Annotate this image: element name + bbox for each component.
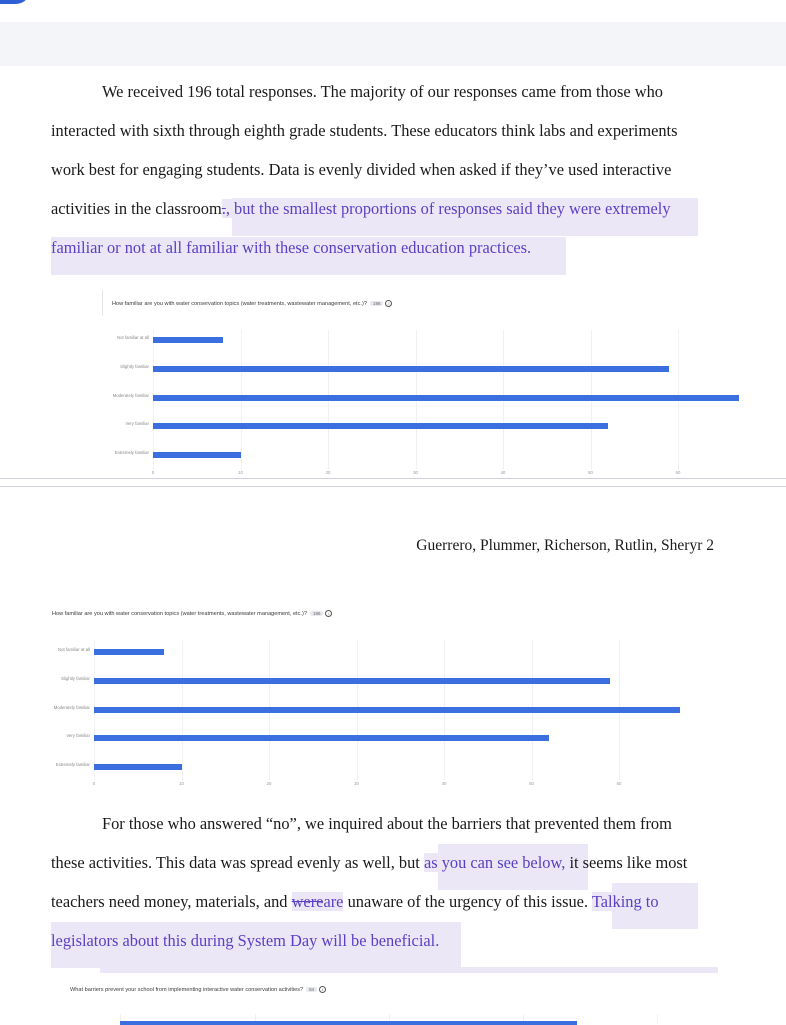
page-header: Guerrero, Plummer, Richerson, Rutlin, Sheryr 2 <box>416 537 714 554</box>
x-tick-label: 20 <box>325 470 331 475</box>
suggested-insertion[interactable]: as you can see below, <box>423 853 566 872</box>
x-tick-label: 60 <box>616 781 622 786</box>
text-line <box>51 921 721 960</box>
plain-text: it seems like most <box>565 853 688 872</box>
paragraph-1 <box>51 72 721 267</box>
bar <box>153 423 608 429</box>
chart-divider <box>102 290 103 316</box>
suggestion-highlight <box>100 967 718 973</box>
x-tick-label: 10 <box>179 781 184 786</box>
category-label: Moderately familiar <box>53 704 90 710</box>
category-label: Extremely familiar <box>114 450 149 456</box>
x-tick-label: 10 <box>238 470 243 475</box>
suggested-insertion[interactable]: familiar or not at all familiar with these conservation education practices. <box>51 238 532 257</box>
x-tick-label: 60 <box>675 470 681 475</box>
category-label: Not familiar at all <box>58 647 90 652</box>
familiarity-chart-1 <box>0 290 786 480</box>
chart-title <box>112 300 392 307</box>
suggested-deletion[interactable]: were <box>291 892 324 911</box>
bar <box>94 707 680 713</box>
text-line: work best for engaging students. Data is evenly divided when asked if they’ve used interactive <box>51 160 672 179</box>
bar <box>153 395 739 401</box>
bar <box>153 366 669 372</box>
bar <box>120 1021 577 1025</box>
chart-title-text: What barriers prevent your school from implementing interactive water conservation activities? <box>70 986 304 993</box>
suggested-deletion[interactable]: . <box>221 199 226 218</box>
info-icon[interactable]: i <box>385 300 392 307</box>
bar <box>94 678 610 684</box>
text-line <box>51 189 721 228</box>
chart-title-text: How familiar are you with water conservation topics (water treatments, wastewater management, etc.)? <box>112 300 367 307</box>
category-label: Slightly familiar <box>61 675 90 681</box>
category-label: Very familiar <box>66 733 90 739</box>
grid-line <box>657 1014 658 1024</box>
suggested-insertion[interactable]: legislators about this during System Day will be beneficial. <box>51 931 440 950</box>
text-line <box>51 882 721 921</box>
page-break <box>0 486 786 487</box>
top-strip <box>0 0 786 22</box>
chart-title-text: How familiar are you with water conservation topics (water treatments, wastewater management, etc.)? <box>52 610 307 617</box>
x-tick-label: 20 <box>266 781 272 786</box>
plain-text: these activities. This data was spread evenly as well, but <box>51 853 424 872</box>
plain-text: teachers need money, materials, and <box>51 892 292 911</box>
x-tick-label: 50 <box>529 781 534 786</box>
barriers-chart <box>0 978 786 1024</box>
x-tick-label: 30 <box>354 781 359 786</box>
toolbar-band <box>0 22 786 66</box>
text-line <box>51 843 721 882</box>
bar <box>94 764 182 770</box>
x-tick-label: 40 <box>500 470 506 475</box>
text-line <box>51 228 721 267</box>
page-break <box>0 478 786 479</box>
info-icon[interactable]: i <box>319 986 326 993</box>
x-tick-label: 30 <box>413 470 418 475</box>
response-count-badge: 84 <box>306 987 317 992</box>
x-tick-label: 50 <box>588 470 593 475</box>
text-line: We received 196 total responses. The majority of our responses came from those who <box>102 82 663 101</box>
bar <box>94 649 164 655</box>
x-tick-label: 0 <box>151 470 155 475</box>
suggested-insertion[interactable]: Talking to <box>591 892 659 911</box>
suggested-insertion[interactable]: , but the smallest proportions of responses said they were extremely <box>225 199 671 218</box>
category-label: Not familiar at all <box>117 335 149 340</box>
category-label: Extremely familiar <box>55 762 90 768</box>
response-count-badge: 196 <box>310 611 324 616</box>
category-label: Slightly familiar <box>120 363 149 369</box>
text-line: interacted with sixth through eighth grade students. These educators think labs and experiments <box>51 121 678 140</box>
info-icon[interactable]: i <box>325 610 332 617</box>
category-label: Moderately familiar <box>112 392 149 398</box>
bar <box>94 735 549 741</box>
chart-title <box>70 986 326 993</box>
response-count-badge: 196 <box>370 301 384 306</box>
bar <box>153 337 223 343</box>
bar <box>153 452 241 458</box>
plain-text: unaware of the urgency of this issue. <box>343 892 592 911</box>
category-label: Very familiar <box>125 421 149 427</box>
suggested-insertion[interactable]: are <box>323 892 344 911</box>
plain-text: activities in the classroom <box>51 199 222 218</box>
paragraph-2 <box>51 804 721 960</box>
x-tick-label: 0 <box>92 781 96 786</box>
chart-title <box>52 610 332 617</box>
x-tick-label: 40 <box>441 781 447 786</box>
text-line: For those who answered “no”, we inquired about the barriers that prevented them from <box>102 814 672 833</box>
familiarity-chart-2 <box>0 600 786 800</box>
